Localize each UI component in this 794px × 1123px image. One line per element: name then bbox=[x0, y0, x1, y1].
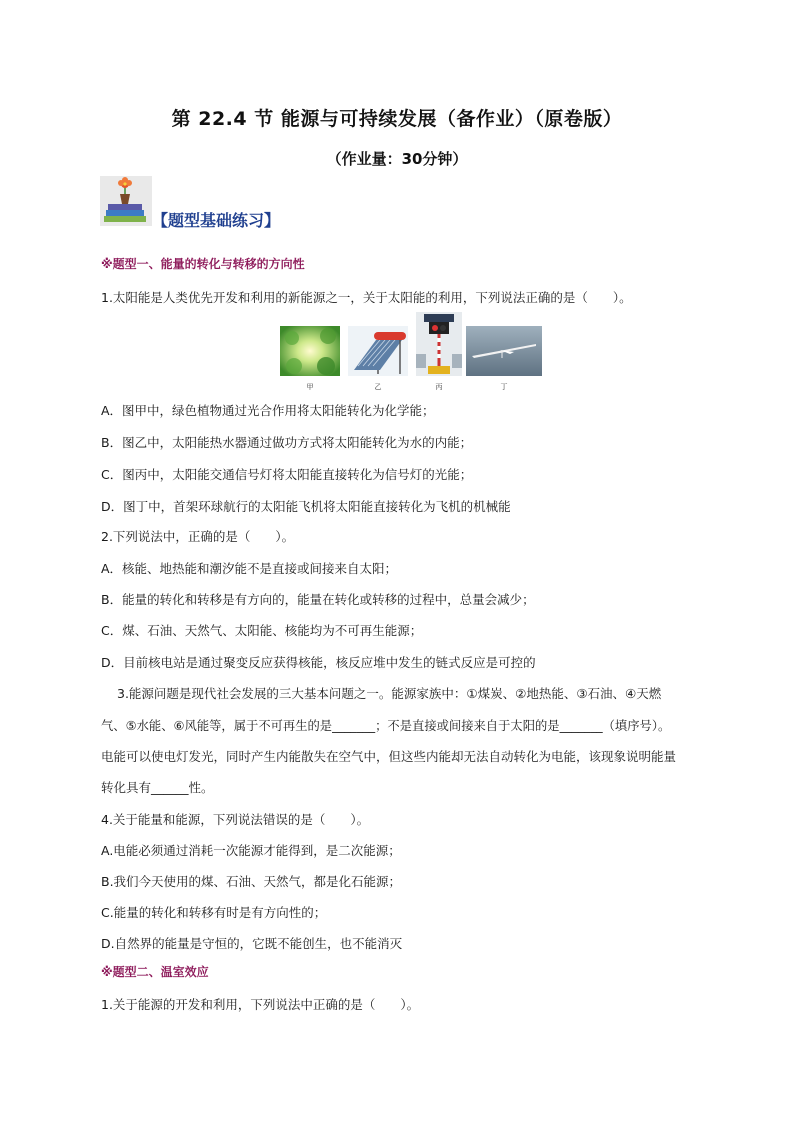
q2-option-d: D．目前核电站是通过聚变反应获得核能，核反应堆中发生的链式反应是可控的 bbox=[101, 655, 536, 670]
q3-line-1: 3.能源问题是现代社会发展的三大基本问题之一。能源家族中：①煤炭、②地热能、③石油、④天燃 bbox=[117, 686, 662, 701]
q1-option-b: B．图乙中，太阳能热水器通过做功方式将太阳能转化为水的内能； bbox=[101, 435, 473, 450]
q4-stem: 4.关于能量和能源，下列说法错误的是（ ）。 bbox=[101, 812, 370, 827]
figure-label-jia: 甲 bbox=[306, 383, 314, 391]
q3-line-3: 电能可以使电灯发光，同时产生内能散失在空气中，但这些内能却无法自动转化为电能，该现象说明能量 bbox=[101, 749, 677, 764]
q1-option-d: D．图丁中，首架环球航行的太阳能飞机将太阳能直接转化为飞机的机械能 bbox=[101, 499, 511, 514]
solar-water-heater-icon bbox=[348, 326, 408, 376]
q2-stem: 2.下列说法中，正确的是（ ）。 bbox=[101, 529, 295, 544]
figure-label-ding: 丁 bbox=[500, 383, 508, 391]
q3-line-2: 气、⑤水能、⑥风能等，属于不可再生的是_______；不是直接或间接来自于太阳的是_______（填序号）。 bbox=[101, 719, 671, 733]
q4-option-d: D.自然界的能量是守恒的，它既不能创生，也不能消灭 bbox=[101, 936, 403, 951]
q1-option-a: A．图甲中，绿色植物通过光合作用将太阳能转化为化学能； bbox=[101, 403, 435, 418]
q2-option-a: A．核能、地热能和潮汐能不是直接或间接来自太阳； bbox=[101, 561, 398, 576]
flower-books-icon bbox=[100, 176, 152, 226]
page-title: 第 22.4 节 能源与可持续发展（备作业）（原卷版） bbox=[171, 108, 623, 130]
page-subtitle: （作业量：30分钟） bbox=[326, 150, 468, 168]
q1-stem: 1.太阳能是人类优先开发和利用的新能源之一，关于太阳能的利用，下列说法正确的是（ ）。 bbox=[101, 290, 632, 305]
figure-label-yi: 乙 bbox=[374, 383, 382, 391]
figure-label-bing: 丙 bbox=[435, 383, 443, 391]
solar-traffic-light-icon bbox=[416, 312, 462, 376]
q1-option-c: C．图丙中，太阳能交通信号灯将太阳能直接转化为信号灯的光能； bbox=[101, 467, 473, 482]
q4-option-a: A.电能必须通过消耗一次能源才能得到，是二次能源； bbox=[101, 843, 401, 858]
section-heading: 【题型基础练习】 bbox=[152, 211, 281, 230]
q2-option-c: C．煤、石油、天然气、太阳能、核能均为不可再生能源； bbox=[101, 623, 423, 638]
topic-heading-1: ※题型一、能量的转化与转移的方向性 bbox=[101, 257, 305, 271]
solar-airplane-icon bbox=[466, 326, 542, 376]
q4-option-b: B.我们今天使用的煤、石油、天然气，都是化石能源； bbox=[101, 874, 402, 889]
q3-line-4: 转化具有______性。 bbox=[101, 780, 214, 795]
figure-row bbox=[280, 326, 545, 396]
topic-heading-2: ※题型二、温室效应 bbox=[101, 965, 209, 979]
q5-stem: 1.关于能源的开发和利用，下列说法中正确的是（ ）。 bbox=[101, 997, 420, 1012]
q4-option-c: C.能量的转化和转移有时是有方向性的； bbox=[101, 905, 327, 920]
sunlit-leaves-icon bbox=[280, 326, 340, 376]
q2-option-b: B．能量的转化和转移是有方向的，能量在转化或转移的过程中，总量会减少； bbox=[101, 592, 535, 607]
